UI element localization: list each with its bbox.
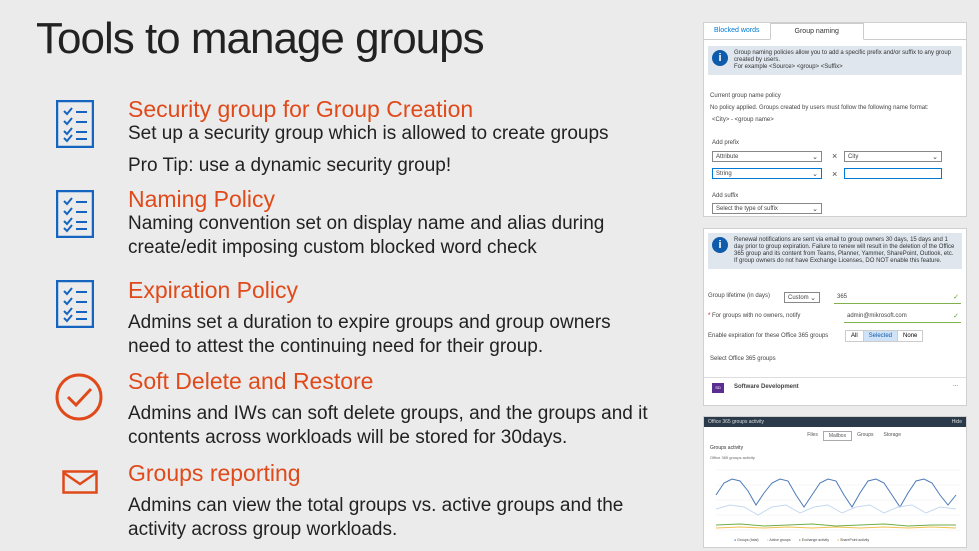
- tab-groups[interactable]: Groups: [857, 432, 874, 438]
- chart-title: Groups activity: [710, 445, 744, 451]
- info-icon: i: [712, 237, 728, 253]
- add-prefix-label: Add prefix: [712, 140, 740, 146]
- feature-line: need to attest the continuing need for their group.: [128, 336, 544, 357]
- envelope-icon: [62, 470, 98, 494]
- legend-label: Active groups: [769, 538, 791, 542]
- feature-heading: Security group for Group Creation: [128, 96, 474, 122]
- more-icon[interactable]: ...: [952, 382, 958, 388]
- legend-label: SharePoint activity: [840, 538, 870, 542]
- feature-security-group: [128, 97, 609, 178]
- legend-active: ● Active groups: [766, 538, 791, 542]
- feature-heading: Groups reporting: [128, 460, 301, 486]
- chart-subtitle: Office 365 groups activity: [710, 455, 755, 460]
- lifetime-input[interactable]: [834, 292, 961, 304]
- report-title: Office 365 groups activity: [708, 419, 765, 425]
- chevron-down-icon: ⌄: [812, 154, 818, 161]
- group-name: Software Development: [734, 384, 799, 390]
- chevron-down-icon: ⌄: [812, 171, 818, 178]
- activity-chart: [710, 465, 960, 535]
- feature-soft-delete: [128, 369, 648, 450]
- prefix-value: City: [848, 154, 859, 160]
- feature-groups-reporting: [128, 461, 623, 542]
- suffix-placeholder: Select the type of suffix: [716, 206, 778, 212]
- checklist-icon: [56, 280, 94, 328]
- feature-heading: Soft Delete and Restore: [128, 368, 374, 394]
- current-policy-format: <City> - <group name>: [712, 117, 774, 123]
- expiration-info-bar: [708, 233, 962, 269]
- chevron-down-icon: ⌄: [812, 206, 818, 213]
- series-line-sharepoint: [716, 527, 956, 528]
- lifetime-mode-select[interactable]: [784, 292, 820, 303]
- series-line-exchange: [716, 524, 956, 526]
- notify-value: admin@mikrosoft.com: [847, 313, 907, 319]
- report-header: [704, 417, 966, 427]
- current-policy-desc: No policy applied. Groups created by users must follow the following name format:: [710, 105, 929, 111]
- legend-label: Groups (total): [737, 538, 759, 542]
- feature-heading: Naming Policy: [128, 186, 275, 212]
- suffix-type-select[interactable]: [712, 203, 822, 214]
- naming-info-example: For example <Source> <group> <Suffix>: [734, 64, 843, 70]
- naming-info-bar: [708, 46, 962, 75]
- tab-mailbox[interactable]: Mailbox: [823, 431, 852, 441]
- prefix-type-select-2[interactable]: [712, 168, 822, 179]
- checklist-icon: [56, 100, 94, 148]
- feature-naming-policy: [128, 187, 604, 260]
- info-icon: i: [712, 50, 728, 66]
- option-selected[interactable]: Selected: [863, 330, 898, 342]
- feature-line: create/edit imposing custom blocked word check: [128, 237, 537, 258]
- feature-line: Naming convention set on display name and alias during: [128, 213, 605, 234]
- naming-tabs: [704, 23, 966, 40]
- tab-files[interactable]: Files: [807, 432, 818, 438]
- feature-line: Admins can view the total groups vs. active groups and the: [128, 495, 624, 516]
- remove-icon[interactable]: ×: [832, 151, 838, 161]
- groups-report-panel: [703, 416, 967, 548]
- expiration-policy-panel: [703, 228, 967, 406]
- series-line-total: [716, 479, 956, 507]
- feature-line: Pro Tip: use a dynamic security group!: [128, 155, 452, 176]
- tab-group-naming[interactable]: Group naming: [770, 23, 864, 40]
- legend-exchange: ● Exchange activity: [798, 538, 829, 542]
- page-title: Tools to manage groups: [36, 14, 484, 63]
- legend-total: ● Groups (total): [734, 538, 759, 542]
- prefix-type-value: Attribute: [716, 154, 739, 160]
- checklist-icon: [56, 190, 94, 238]
- option-none[interactable]: None: [897, 330, 923, 342]
- enable-expiration-label: Enable expiration for these Office 365 groups: [708, 333, 829, 339]
- group-row[interactable]: [704, 377, 966, 398]
- close-report-button[interactable]: Hide: [951, 419, 962, 425]
- report-tabs: [704, 431, 906, 441]
- lifetime-label: Group lifetime (in days): [708, 293, 771, 299]
- remove-icon[interactable]: ×: [832, 169, 838, 179]
- feature-line: contents across workloads will be stored for 30days.: [128, 427, 568, 448]
- feature-line: Admins set a duration to expire groups and group owners: [128, 312, 611, 333]
- tab-blocked-words[interactable]: Blocked words: [714, 27, 760, 34]
- notify-input[interactable]: [844, 311, 961, 323]
- naming-info-text: Group naming policies allow you to add a specific prefix and/or suffix to any group created by users.: [734, 50, 952, 63]
- naming-policy-panel: [703, 22, 967, 217]
- expiration-info-text: Renewal notifications are sent via email to group owners 30 days, 15 days and 1 day prior to group expiration. Failure to renew will result in the deletion of the Office 365 group and its content from Teams, Planner, Yammer, SharePoint, Outlook, etc. If group owners do not have Exchange Licenses, DO NOT enable this feature.: [734, 237, 955, 264]
- select-groups-link[interactable]: Select Office 365 groups: [710, 356, 776, 362]
- series-line-active: [716, 505, 956, 515]
- prefix-type-select-1[interactable]: [712, 151, 822, 162]
- feature-line: Set up a security group which is allowed to create groups: [128, 123, 609, 144]
- chart-legend: [734, 538, 869, 542]
- notify-label-text: For groups with no owners, notify: [712, 313, 801, 319]
- tab-storage[interactable]: Storage: [883, 432, 901, 438]
- lifetime-mode-value: Custom: [788, 295, 809, 301]
- prefix-value-input-2[interactable]: [844, 168, 942, 179]
- feature-heading: Expiration Policy: [128, 277, 299, 303]
- lifetime-value: 365: [837, 294, 848, 300]
- chevron-down-icon: ⌄: [810, 295, 816, 302]
- add-suffix-label: Add suffix: [712, 193, 739, 199]
- prefix-value-select-1[interactable]: [844, 151, 942, 162]
- option-all[interactable]: All: [845, 330, 864, 342]
- group-avatar: SD: [712, 383, 724, 393]
- notify-label: * For groups with no owners, notify: [708, 313, 801, 319]
- valid-check-icon: ✓: [953, 294, 959, 301]
- feature-line: activity across group workloads.: [128, 519, 398, 540]
- check-circle-icon: [54, 372, 104, 422]
- chevron-down-icon: ⌄: [932, 154, 938, 161]
- feature-line: Admins and IWs can soft delete groups, and the groups and it: [128, 403, 648, 424]
- legend-sharepoint: ● SharePoint activity: [837, 538, 870, 542]
- legend-label: Exchange activity: [801, 538, 829, 542]
- feature-expiration-policy: [128, 278, 611, 359]
- valid-check-icon: ✓: [953, 313, 959, 320]
- current-policy-label: Current group name policy: [710, 93, 781, 99]
- enable-expiration-segment: [846, 330, 923, 342]
- prefix-type-value: String: [716, 171, 732, 177]
